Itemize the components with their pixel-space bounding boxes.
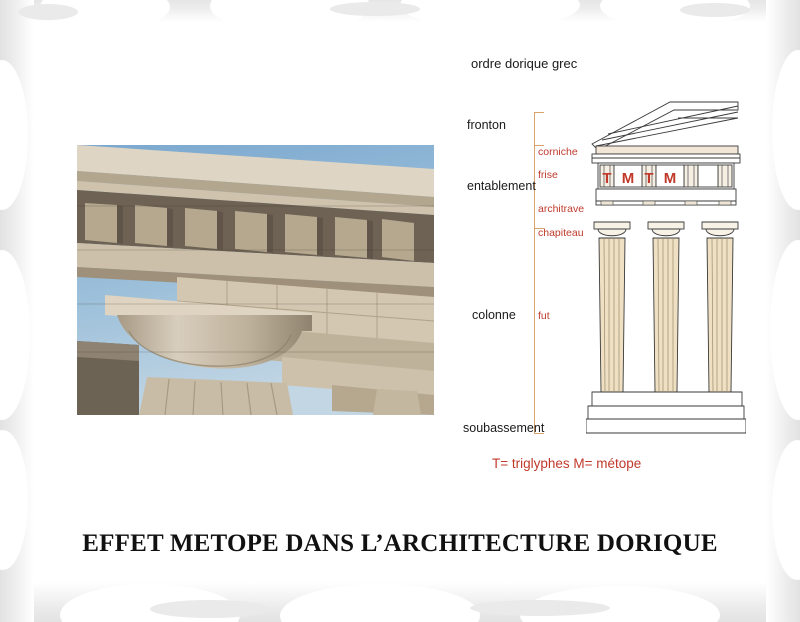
frame-edge-bottom [0,582,800,622]
diagram-tick [534,112,544,113]
frame-texture-blob [600,0,750,28]
label-frise: frise [538,169,558,181]
frieze-mark-m2: M [663,170,677,187]
slide-title: EFFET METOPE DANS L’ARCHITECTURE DORIQUE [82,530,718,557]
frame-texture-blob [520,586,720,622]
frame-texture-blob [210,0,370,32]
frame-texture-blob [0,60,28,210]
label-fronton: fronton [467,118,506,132]
frame-texture-blob [330,2,420,16]
frame-texture-blob [280,584,480,622]
frame-texture-blob [680,3,750,17]
frame-edge-left [0,0,34,622]
diagram-heading: ordre dorique grec [471,56,578,71]
doric-order-drawing [586,96,746,451]
frame-texture-blob [772,50,800,210]
frame-edge-top [0,0,800,22]
frame-texture-blob [470,600,610,616]
frame-texture-blob [0,250,30,420]
frame-texture-blob [772,440,800,580]
frieze-mark-t2: T [644,170,654,187]
temple-photo [77,145,434,415]
label-colonne: colonne [472,308,516,322]
frame-edge-right [766,0,800,622]
frame-texture-blob [150,600,270,618]
frame-texture-blob [60,584,240,622]
label-corniche: corniche [538,146,578,158]
diagram-legend: T= triglyphes M= métope [492,456,642,471]
label-soubassement: soubassement [463,421,545,435]
label-architrave: architrave [538,203,585,215]
frieze-mark-t1: T [602,170,612,187]
frame-texture-blob [40,0,170,30]
frame-texture-blob [400,0,580,28]
diagram-vertical-rule [534,112,535,434]
label-chapiteau: chapiteau [538,227,584,239]
frame-texture-blob [18,4,78,20]
label-entablement: entablement [467,179,536,193]
label-fut: fut [538,310,550,322]
frame-texture-blob [770,240,800,420]
frieze-mark-m1: M [621,170,635,187]
